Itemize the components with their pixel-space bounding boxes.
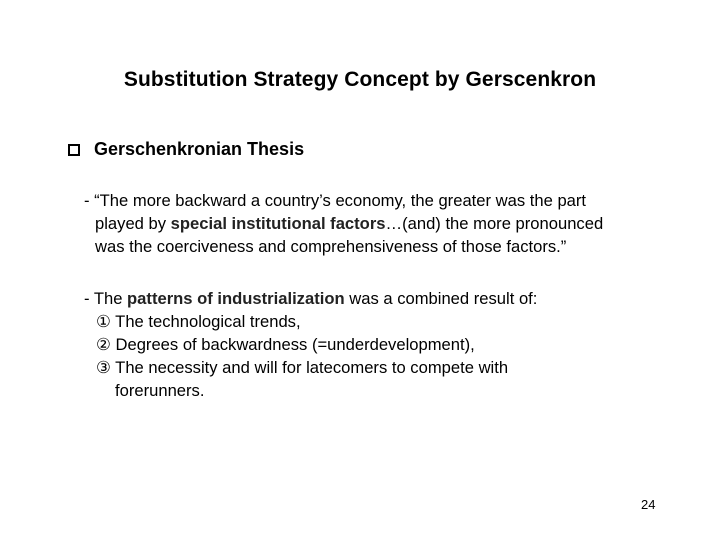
slide-title: Substitution Strategy Concept by Gerscenkron xyxy=(123,68,597,91)
quote-line-1: - “The more backward a country’s economy, the greater was the part xyxy=(84,191,587,210)
list-item: ① The technological trends, xyxy=(96,312,301,331)
quote-paragraph xyxy=(84,189,684,258)
patterns-intro-pre: - The xyxy=(84,289,128,308)
quote-highlight: special institutional factors xyxy=(170,214,386,233)
checkbox-bullet-icon xyxy=(68,144,80,156)
page-number: 24 xyxy=(641,497,656,512)
patterns-intro-post: was a combined result of: xyxy=(344,289,538,308)
quote-line-2-pre: played by xyxy=(95,214,171,233)
list-item-continuation: forerunners. xyxy=(115,381,205,400)
patterns-paragraph xyxy=(84,287,684,402)
section-heading xyxy=(68,139,304,160)
list-item: ③ The necessity and will for latecomers to compete with xyxy=(96,358,509,377)
quote-line-2-post: …(and) the more pronounced xyxy=(385,214,604,233)
quote-line-3: was the coerciveness and comprehensiveness of those factors.” xyxy=(95,237,567,256)
list-item: ② Degrees of backwardness (=underdevelopment), xyxy=(96,335,475,354)
section-heading-text: Gerschenkronian Thesis xyxy=(94,139,305,159)
patterns-intro xyxy=(84,287,684,310)
patterns-highlight: patterns of industrialization xyxy=(127,289,345,308)
quote-line-2 xyxy=(84,212,684,235)
